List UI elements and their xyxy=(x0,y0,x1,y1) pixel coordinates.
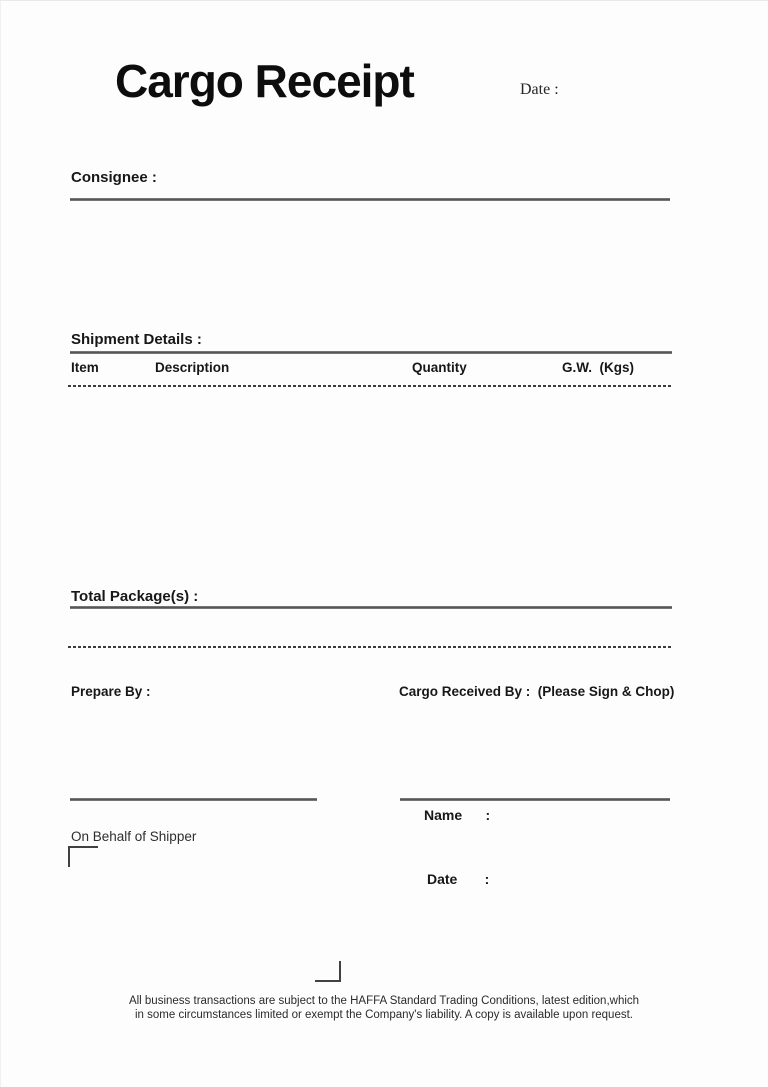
consignee-underline xyxy=(70,198,670,201)
section-divider-dashed-line xyxy=(68,646,672,648)
date-received-label: Date : xyxy=(427,871,490,887)
footer-terms-line-2: in some circumstances limited or exempt the Company's liability. A copy is available upon request. xyxy=(135,1009,633,1021)
stamp-box-bottom-right-corner xyxy=(315,961,341,982)
shipment-details-underline xyxy=(70,351,672,354)
column-header-item: Item xyxy=(71,360,99,375)
footer-terms-line-1: All business transactions are subject to the HAFFA Standard Trading Conditions, latest edition,which xyxy=(128,995,640,1007)
preparer-signature-line xyxy=(70,798,317,801)
footer-terms-note xyxy=(0,994,768,1022)
shipment-details-label: Shipment Details : xyxy=(71,331,202,348)
column-header-quantity: Quantity xyxy=(412,360,467,375)
total-packages-underline xyxy=(70,606,672,609)
total-packages-label: Total Package(s) : xyxy=(71,588,199,605)
name-label: Name : xyxy=(424,807,491,823)
column-header-gross-weight: G.W. (Kgs) xyxy=(562,360,634,375)
cargo-received-by-label: Cargo Received By : (Please Sign & Chop) xyxy=(399,684,675,699)
on-behalf-of-shipper-label: On Behalf of Shipper xyxy=(71,829,197,844)
prepare-by-label: Prepare By : xyxy=(71,684,151,699)
date-label: Date : xyxy=(520,81,559,98)
consignee-label: Consignee : xyxy=(71,169,157,186)
stamp-box-top-left-corner xyxy=(68,846,98,867)
page-title: Cargo Receipt xyxy=(115,55,414,107)
column-header-description: Description xyxy=(155,360,230,375)
receiver-signature-line xyxy=(400,798,670,801)
table-header-dashed-line xyxy=(68,385,672,387)
